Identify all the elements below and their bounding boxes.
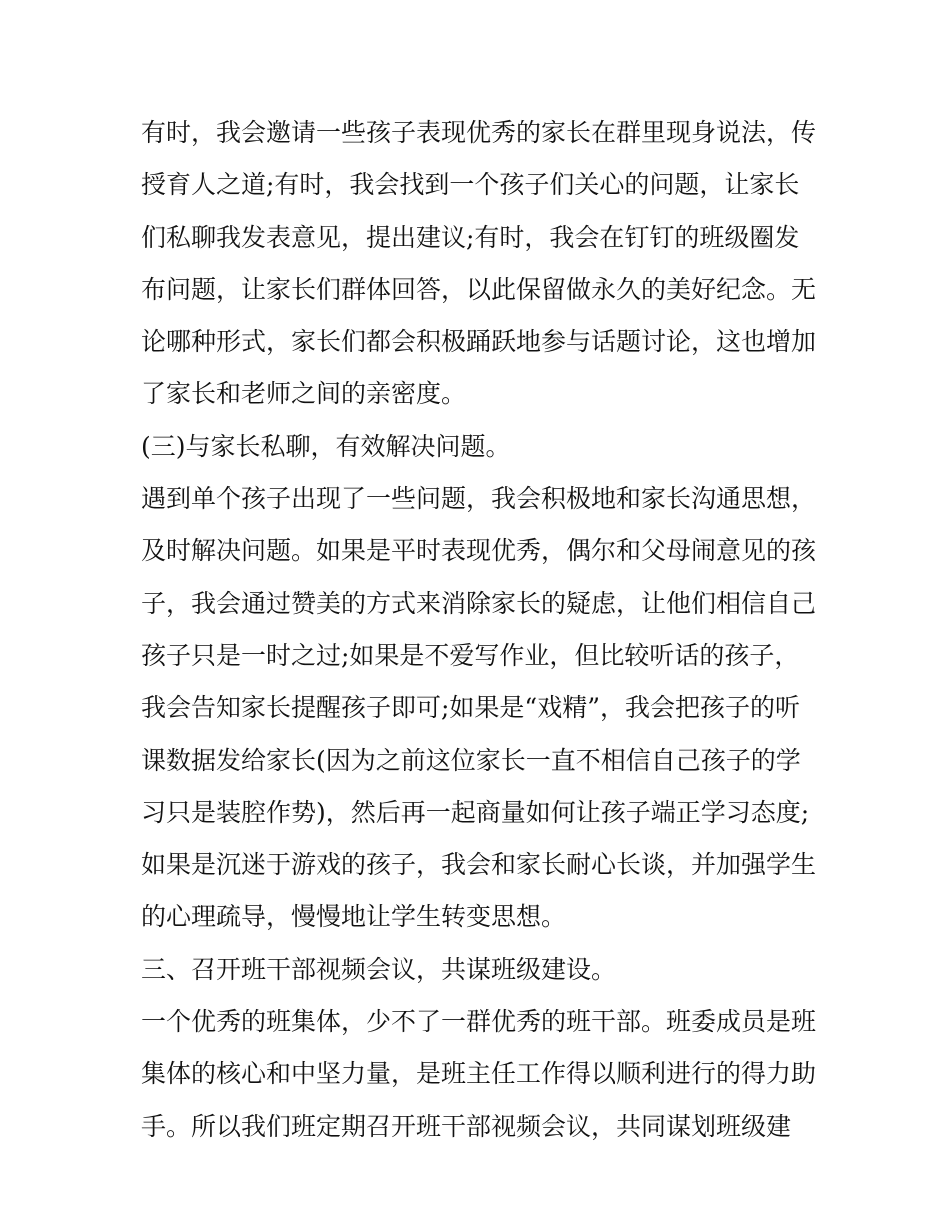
text-line: 布问题，让家长们群体回答，以此保留做永久的美好纪念。无 <box>141 274 817 304</box>
text-line: 如果是沉迷于游戏的孩子，我会和家长耐心长谈，并加强学生 <box>141 850 817 880</box>
text-line: 论哪种形式，家长们都会积极踊跃地参与话题讨论，这也增加 <box>141 327 817 357</box>
text-line: 一个优秀的班集体，少不了一群优秀的班干部。班委成员是班 <box>141 1007 817 1037</box>
body-text <box>141 107 821 1153</box>
text-line: 遇到单个孩子出现了一些问题，我会积极地和家长沟通思想， <box>141 484 817 514</box>
text-line: 我会告知家长提醒孩子即可;如果是“戏精”，我会把孩子的听 <box>141 693 800 723</box>
text-line: 子，我会通过赞美的方式来消除家长的疑虑，让他们相信自己 <box>141 588 817 618</box>
text-line: 手。所以我们班定期召开班干部视频会议，共同谋划班级建 <box>141 1111 792 1141</box>
section-heading: 三、召开班干部视频会议，共谋班级建设。 <box>141 954 617 984</box>
text-line: 课数据发给家长(因为之前这位家长一直不相信自己孩子的学 <box>141 745 801 775</box>
text-line: 及时解决问题。如果是平时表现优秀，偶尔和父母闹意见的孩 <box>141 536 817 566</box>
text-line: 们私聊我发表意见，提出建议;有时，我会在钉钉的班级圈发 <box>141 222 800 252</box>
text-line: 的心理疏导，慢慢地让学生转变思想。 <box>141 902 567 932</box>
section-heading: (三)与家长私聊，有效解决问题。 <box>141 431 511 461</box>
text-line: 孩子只是一时之过;如果是不爱写作业，但比较听话的孩子， <box>141 640 800 670</box>
text-line: 习只是装腔作势)，然后再一起商量如何让孩子端正学习态度; <box>141 797 810 827</box>
text-line: 有时，我会邀请一些孩子表现优秀的家长在群里现身说法，传 <box>141 118 817 147</box>
text-line: 集体的核心和中坚力量，是班主任工作得以顺利进行的得力助 <box>141 1059 817 1089</box>
text-line: 了家长和老师之间的亲密度。 <box>141 379 467 409</box>
text-line: 授育人之道;有时，我会找到一个孩子们关心的问题，让家长 <box>141 170 800 200</box>
